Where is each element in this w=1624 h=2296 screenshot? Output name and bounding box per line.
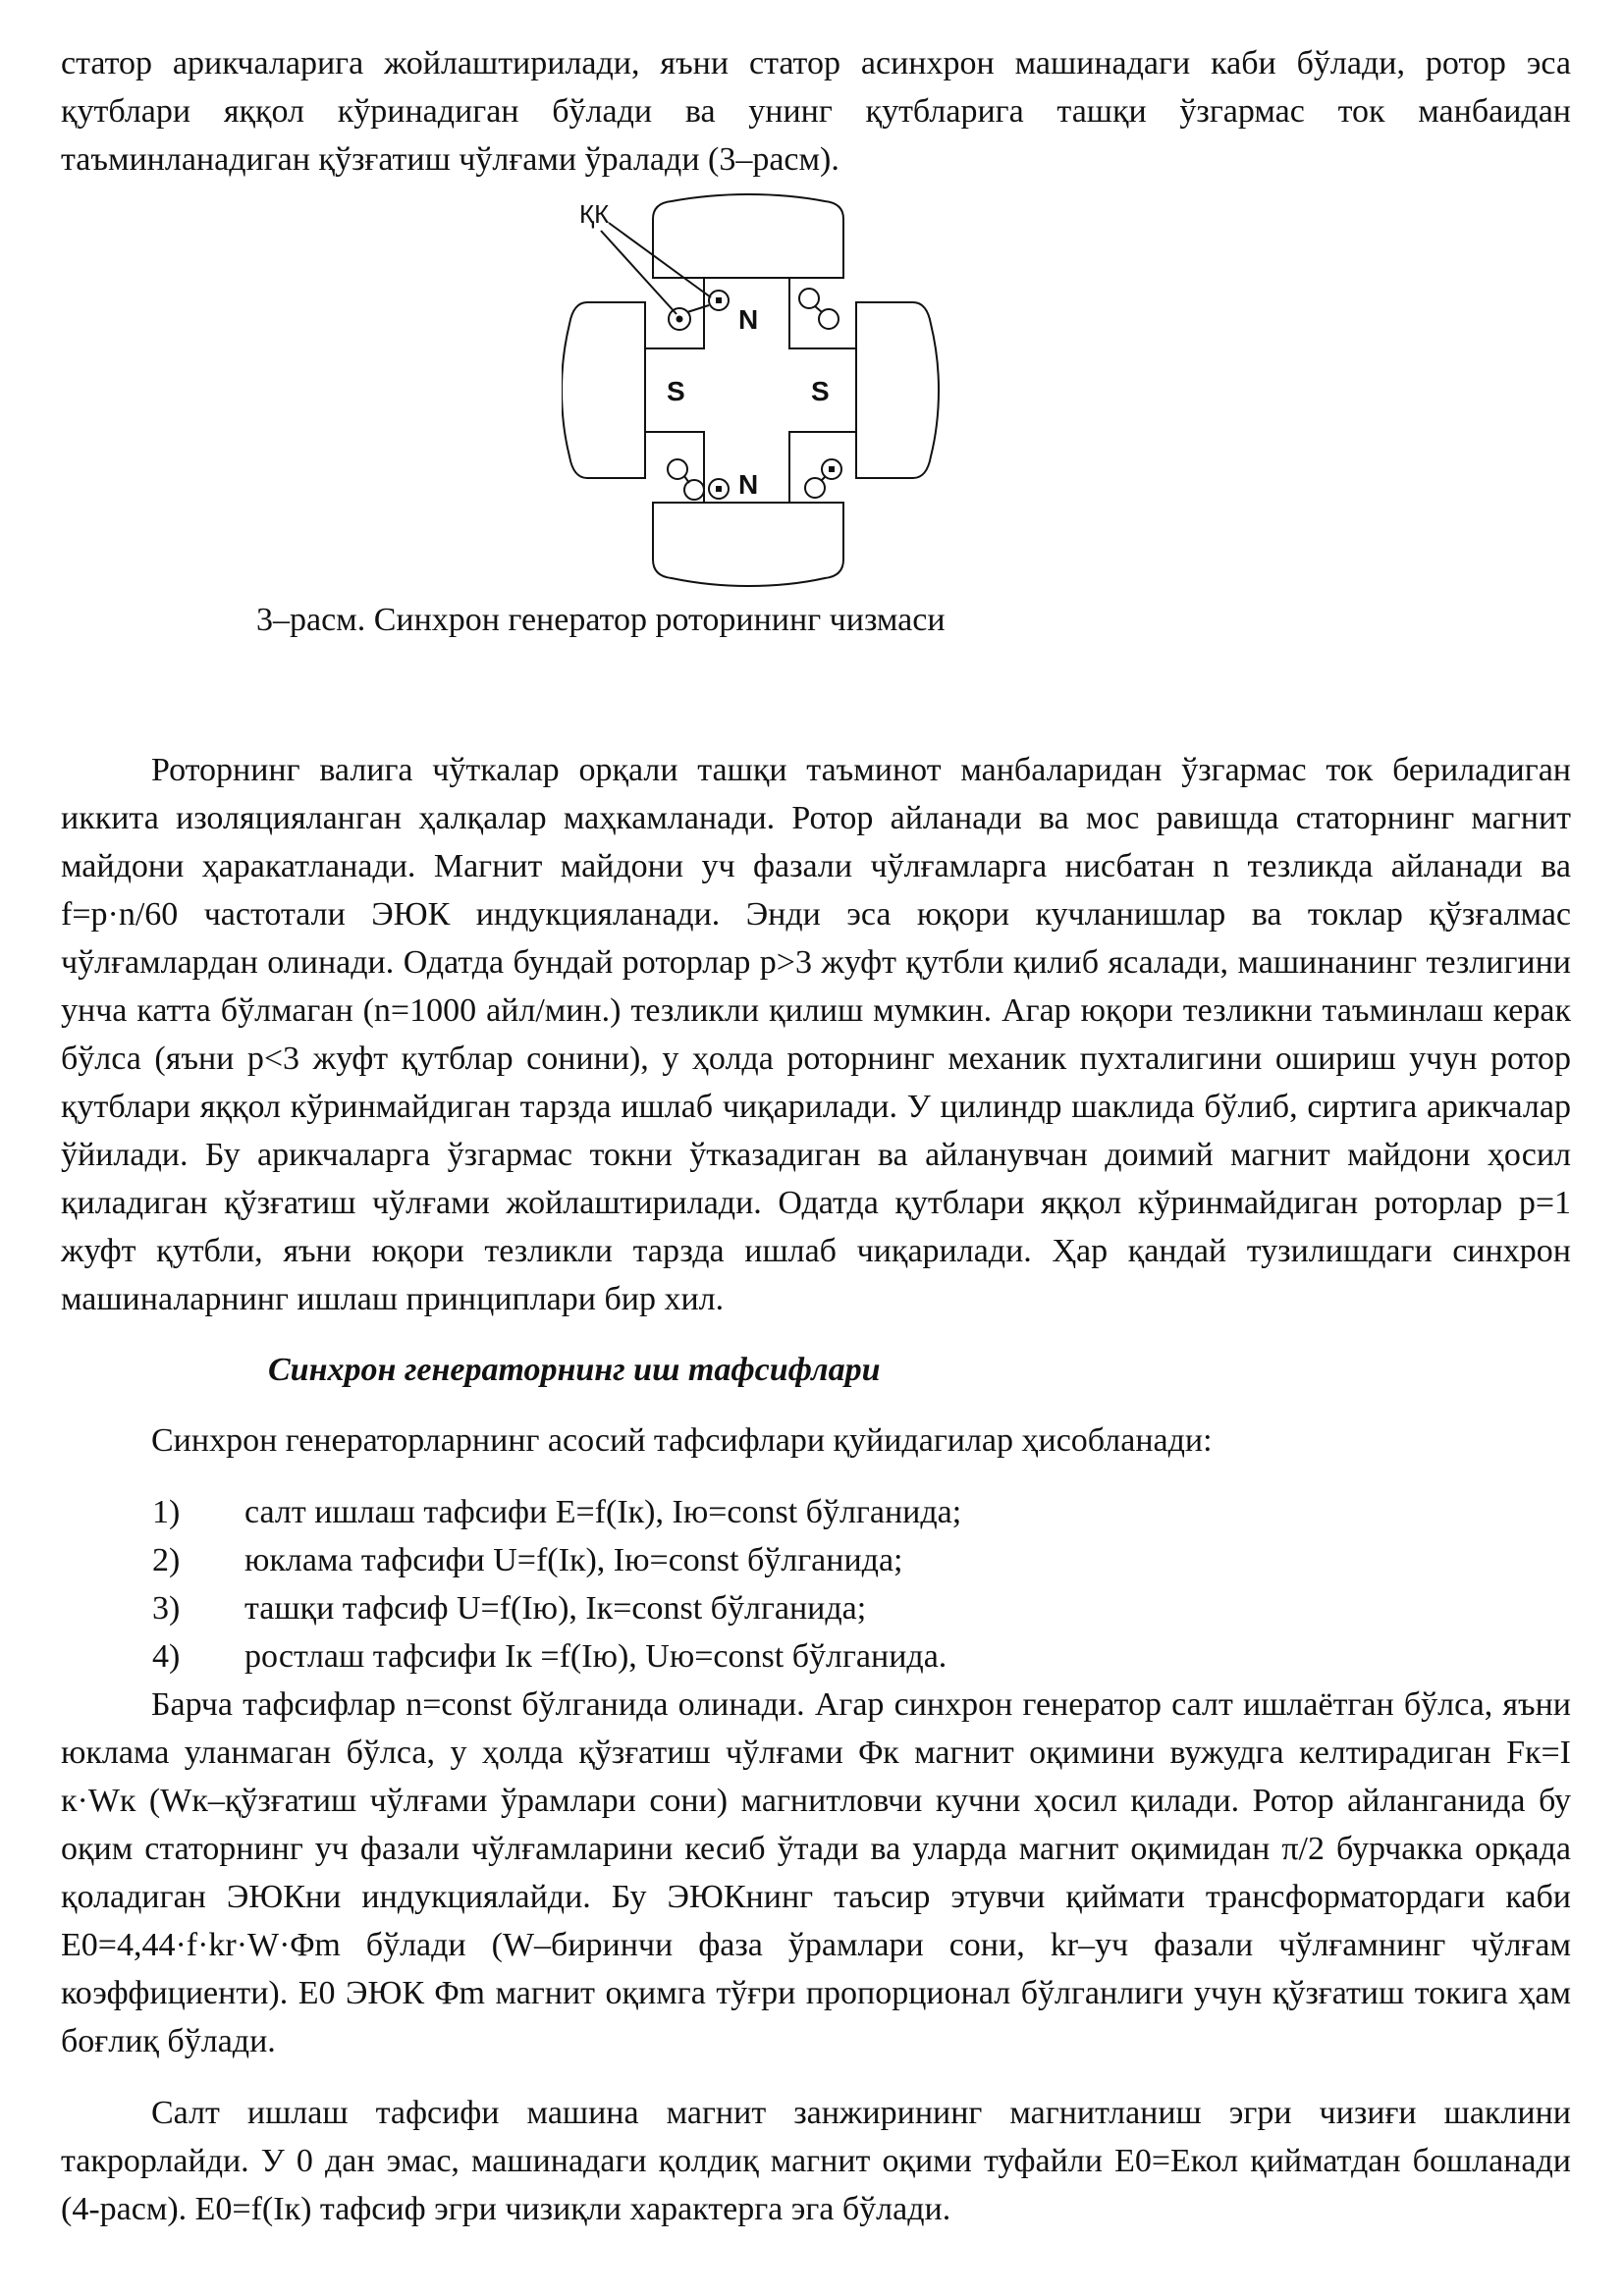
paragraph-1: статор арикчаларига жойлаштирилади, яъни статор асинхрон машинадаги каби бўлади, ротор эса қутблари яққол кўринадиган бўлади ва унинг қутбларига ташқи ўзгармас ток манбаидан таъминланадиган қўзғатиш чўлғами ўралади (3–расм). (61, 45, 1571, 178)
document-page (61, 39, 1571, 2233)
section-heading: Синхрон генераторнинг иш тафсифлари (268, 1352, 881, 1388)
characteristics-list (61, 1488, 1571, 1681)
rotor-diagram (562, 191, 954, 589)
list-item: 4) ростлаш тафсифи Iк =f(Iю), Uю=const бўлганида. (152, 1638, 947, 1675)
pole-shoe-bottom (653, 503, 843, 586)
list-item: 1) салт ишлаш тафсифи E=f(Iк), Iю=const бўлганида; (152, 1494, 962, 1530)
paragraph-2: Роторнинг валига чўткалар орқали ташқи таъминот манбаларидан ўзгармас ток бериладиган иккита изоляцияланган ҳалқалар маҳкамланади. Ротор айланади ва мос равишда статорнинг магнит майдони ҳаракатланади. Магнит майдони уч фазали чўлғамларга нисбатан n тезликда айланади ва f=p·n/60 частотали ЭЮК индукцияланади. Энди эса юқори кучланишлар ва токлар қўзғалмас чўлғамлардан олинади. Одатда бундай роторлар p>3 жуфт қутбли қилиб ясалади, машинанинг тезлигини унча катта бўлмаган (n=1000 айл/мин.) тезликли қилиш мумкин. Агар юқори тезликни таъминлаш керак бўлса (яъни p<3 жуфт қутблар сонини), у ҳолда роторнинг механик пухталигини ошириш учун ротор қутблари яққол кўринмайдиган тарзда ишлаб чиқарилади. У цилиндр шаклида бўлиб, сиртига арикчалар ўйилади. Бу арикчаларга ўзгармас токни ўтказадиган ва айланувчан доимий магнит майдони ҳосил қиладиган қўзғатиш чўлғами жойлаштирилади. Одатда қутблари яққол кўринмайдиган роторлар p=1 жуфт қутбли, яъни юқори тезликли тарзда ишлаб чиқарилади. Ҳар қандай тузилишдаги синхрон машиналарнинг ишлаш принциплари бир хил. (61, 752, 1571, 1317)
pole-label-s-left: S (667, 376, 685, 406)
list-intro: Синхрон генераторларнинг асосий тафсифлари қуйидагилар ҳисобланади: (151, 1422, 1213, 1459)
label-qk: ҚК (579, 199, 610, 229)
figure-caption: 3–расм. Синхрон генератор роторининг чизмаси (256, 602, 946, 638)
paragraph-3: Барча тафсифлар n=const бўлганида олинади. Агар синхрон генератор салт ишлаётган бўлса, яъни юклама уланмаган бўлса, у ҳолда қўзғатиш чўлғами Φк магнит оқимини вужудга келтирадиган Fк=I к·Wк (Wк–қўзғатиш чўлғами ўрамлари сони) магнитловчи кучни ҳосил қилади. Ротор айланганида бу оқим статорнинг уч фазали чўлғамларини кесиб ўтади ва уларда магнит оқимидан π/2 бурчакка орқада қоладиган ЭЮКни индукциялайди. Бу ЭЮКнинг таъсир этувчи қиймати трансформатордаги каби E0=4,44·f·kr·W·Φm бўлади (W–биринчи фаза ўрамлари сони, kr–уч фазали чўлғамнинг чўлғам коэффициенти). E0 ЭЮК Φm магнит оқимга тўғри пропорционал бўлганлиги учун қўзғатиш токига ҳам боғлиқ бўлади. (61, 1686, 1571, 2059)
pole-label-s-right: S (811, 376, 830, 406)
pole-shoe-right (856, 302, 939, 478)
pole-label-n-top: N (738, 304, 759, 335)
qk-leader-2 (609, 223, 711, 297)
figure-3 (61, 184, 1571, 596)
coil-conductor-top-right-a (799, 289, 819, 308)
pole-shoe-top (653, 194, 843, 278)
pole-label-n-bottom: N (738, 469, 759, 500)
coil-conductor-bottom-left-b (684, 480, 704, 500)
pole-shoe-left (562, 302, 645, 478)
list-item: 3) ташқи тафсиф U=f(Iю), Iк=const бўлганида; (152, 1590, 867, 1627)
list-item: 2) юклама тафсифи U=f(Iк), Iю=const бўлганида; (152, 1542, 903, 1578)
paragraph-4: Салт ишлаш тафсифи машина магнит занжирининг магнитланиш эгри чизиғи шаклини такрорлайди. У 0 дан эмас, машинадаги қолдиқ магнит оқими туфайли E0=Eкол қийматдан бошланади (4-расм). E0=f(Iк) тафсиф эгри чизиқли характерга эга бўлади. (61, 2095, 1571, 2227)
